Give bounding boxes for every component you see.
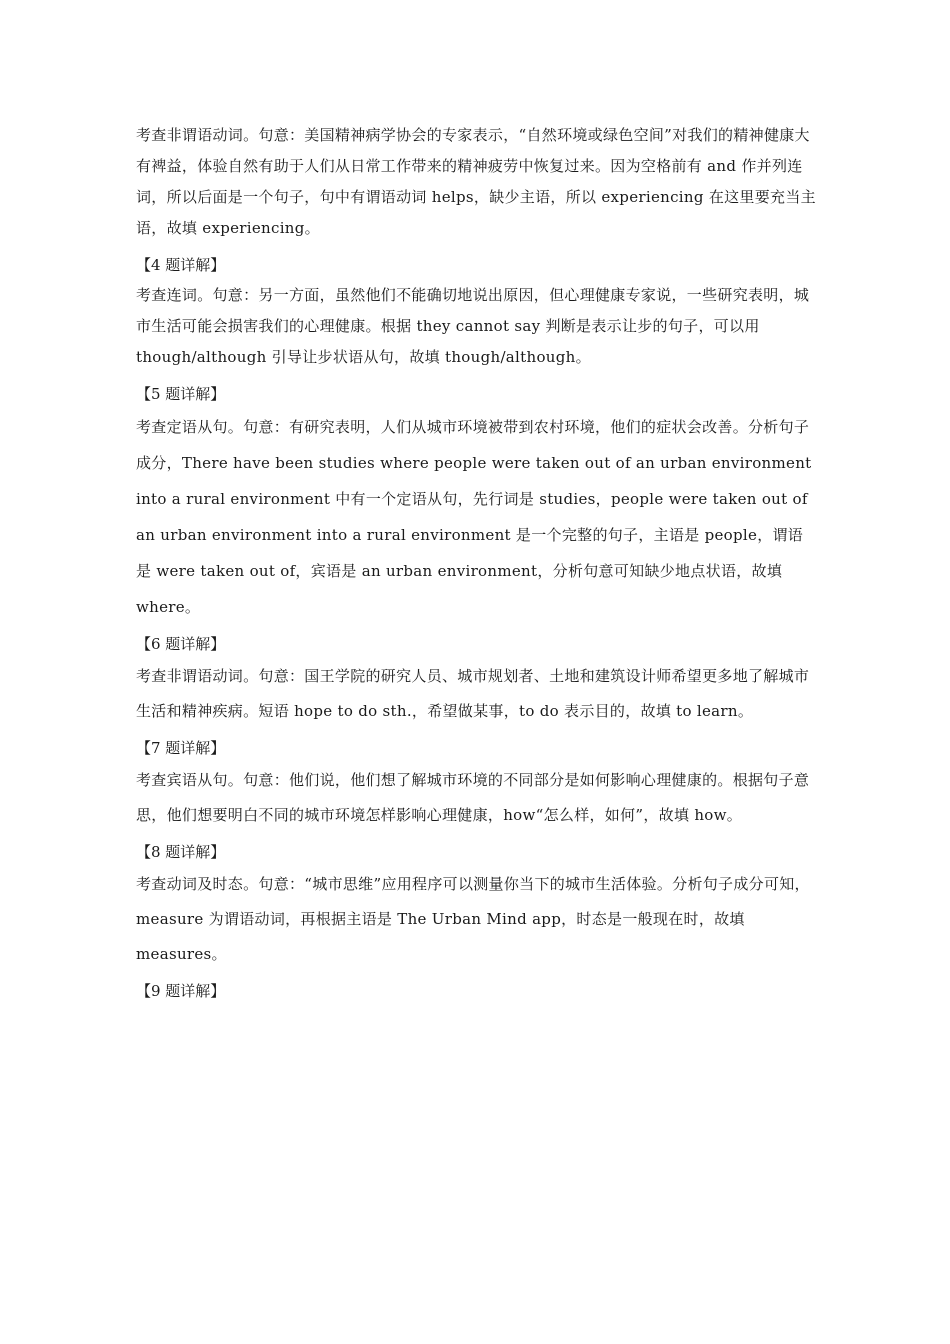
section-6-heading: 【6 题详解】 bbox=[136, 635, 226, 653]
section-3-explanation: 考查非谓语动词。句意：美国精神病学协会的专家表示，“自然环境或绿色空间”对我们的精神健康大有裨益，体验自然有助于人们从日常工作带来的精神疲劳中恢复过来。因为空格前有 and 作并列连词，所以后面是一个句子，句中有谓语动词 helps，缺少主语，所以 experiencing 在这里要充当主语，故填 experiencing。 bbox=[136, 126, 816, 237]
section-6-explanation: 考查非谓语动词。句意：国王学院的研究人员、城市规划者、土地和建筑设计师希望更多地了解城市生活和精神疾病。短语 hope to do sth.，希望做某事，to do 表示目的，故填 to learn。 bbox=[136, 667, 810, 720]
section-4-explanation: 考查连词。句意：另一方面，虽然他们不能确切地说出原因，但心理健康专家说，一些研究表明，城市生活可能会损害我们的心理健康。根据 they cannot say 判断是表示让步的句子，可以用 though/although 引导让步状语从句，故填 though/although。 bbox=[136, 286, 810, 366]
section-4-heading: 【4 题详解】 bbox=[136, 256, 226, 274]
section-8-explanation: 考查动词及时态。句意：“城市思维”应用程序可以测量你当下的城市生活体验。分析句子成分可知，measure 为谓语动词，再根据主语是 The Urban Mind app，时态是一般现在时，故填 measures。 bbox=[136, 875, 810, 963]
section-7-explanation: 考查宾语从句。句意：他们说，他们想了解城市环境的不同部分是如何影响心理健康的。根据句子意思，他们想要明白不同的城市环境怎样影响心理健康，how“怎么样，如何”，故填 how。 bbox=[136, 771, 810, 824]
section-5-heading: 【5 题详解】 bbox=[136, 385, 226, 403]
section-9-heading: 【9 题详解】 bbox=[136, 982, 226, 1000]
document-page bbox=[136, 120, 816, 1006]
section-7-heading: 【7 题详解】 bbox=[136, 739, 226, 757]
section-5-explanation: 考查定语从句。句意：有研究表明，人们从城市环境被带到农村环境，他们的症状会改善。分析句子成分，There have been studies where people were taken out of an urban environment into a rural environment 中有一个定语从句，先行词是 studies，people were taken out of an urban environment into a rural environment 是一个完整的句子，主语是 people，谓语是 were taken out of，宾语是 an urban environment，分析句意可知缺少地点状语，故填 where。 bbox=[136, 418, 812, 616]
section-8-heading: 【8 题详解】 bbox=[136, 843, 226, 861]
